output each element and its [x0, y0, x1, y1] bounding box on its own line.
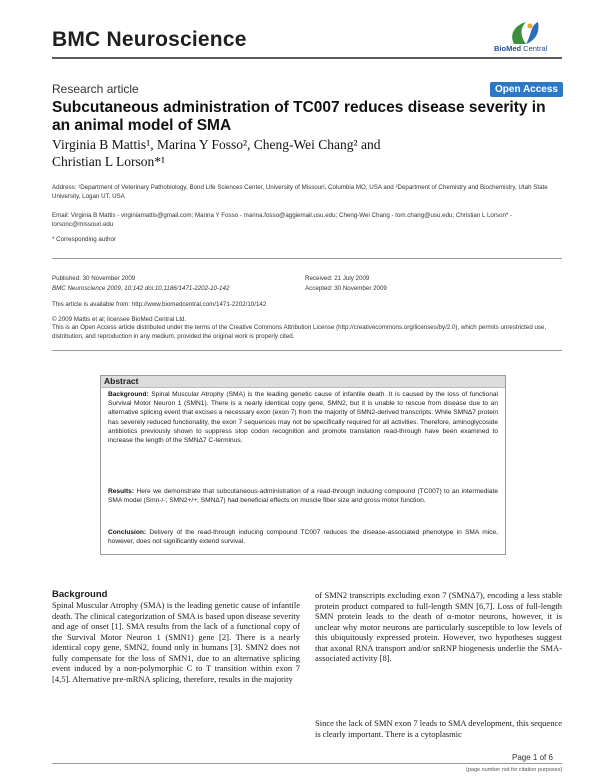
publisher-logo-text — [494, 44, 547, 53]
logo-bio: BioMed — [494, 44, 522, 53]
logo-central: Central — [521, 44, 548, 53]
published-date: Published: 30 November 2009 — [52, 275, 136, 282]
abstract-conclusion — [108, 528, 498, 546]
body-right-column-continued: Since the lack of SMN exon 7 leads to SMA development, this sequence is clearly important. There is a cytoplasmic — [315, 718, 562, 739]
article-type: Research article — [52, 82, 139, 96]
authors-line-1: Virginia B Mattis¹, Marina Y Fosso², Cheng-Wei Chang² and — [52, 137, 381, 152]
abstract-conclusion-text: Delivery of the read-through inducing compound TC007 reduces the disease-associated phenotype in SMA mice, however, does not significantly extend survival. — [108, 529, 498, 546]
abstract-heading: Abstract — [101, 376, 505, 388]
article-title: Subcutaneous administration of TC007 reduces disease severity in an animal model of SMA — [52, 99, 546, 134]
license-text: This is an Open Access article distributed under the terms of the Creative Commons Attribution License (http://creativecommons.org/licenses/by/2.0), which permits unrestricted use, distribution, and reproduction in any medium, provided the original work is properly cited. — [52, 324, 547, 340]
abstract-results-text: Here we demonstrate that subcutaneous-administration of a read-through inducing compound (TC007) to an intermediate SMA model (Smn-/-; SMN2+/+; SMNΔ7) had beneficial effects on muscle fiber size and gross motor function. — [108, 488, 498, 505]
abstract-results — [108, 487, 498, 505]
article-url[interactable]: This article is available from: http://www.biomedcentral.com/1471-2202/10/142 — [52, 301, 267, 308]
open-access-badge: Open Access — [490, 82, 563, 97]
abstract-results-label: Results: — [108, 488, 135, 495]
author-emails: Email: Virginia B Mattis - virginiamattis@gmail.com; Marina Y Fosso - marina.fosso@aggiemail.usu.edu; Cheng-Wei Chang - tom.chang@usu.edu; Christian L Lorson* - lorsonc@missouri.edu — [52, 212, 513, 228]
citation: BMC Neuroscience 2009, 10:142 doi:10.1186/1471-2202-10-142 — [52, 285, 230, 292]
abstract-background-text: Spinal Muscular Atrophy (SMA) is the leading genetic cause of infantile death. It is caused by the loss of functional Survival Motor Neuron 1 (SMN1). There is a nearly identical copy gene, SMN2, but it is unable to rescue from disease due to an alternative splicing event that excises a necessary exon (exon 7) from the majority of SMN2-derived transcripts. While SMNΔ7 protein has severely reduced functionality, the exon 7 sequences may not be specifically required for all activities. Therefore, aminoglycoside antibiotics previously shown to suppress stop codon recognition and promote translation read-through have been examined to increase the length of the SMNΔ7 C-terminus. — [108, 391, 498, 445]
page-number-note: (page number not for citation purposes) — [466, 767, 563, 773]
journal-title: BMC Neuroscience — [52, 28, 247, 51]
abstract-background-label: Background: — [108, 391, 149, 398]
meta-rule-bottom — [52, 350, 562, 351]
authors-line-2: Christian L Lorson*¹ — [52, 154, 166, 169]
accepted-date: Accepted: 30 November 2009 — [305, 285, 387, 292]
corresponding-author-note: * Corresponding author — [52, 236, 116, 243]
copyright: © 2009 Mattis et al; licensee BioMed Central Ltd. — [52, 316, 187, 323]
background-heading: Background — [52, 589, 108, 600]
header-rule — [52, 57, 562, 59]
received-date: Received: 21 July 2009 — [305, 275, 370, 282]
abstract-conclusion-label: Conclusion: — [108, 529, 147, 536]
body-right-column: of SMN2 transcripts excluding exon 7 (SMNΔ7), encoding a less stable protein product compared to full-length SMN [6,7]. Loss of full-length SMN protein leads to the death of α-motor neurons, however, it is unclear why motor neurons are particularly susceptible to low levels of this ubiquitously expressed protein. However, two hypotheses suggest that axonal RNA transport and/or snRNP biogenesis underlie the SMA-associated activity [8]. — [315, 590, 562, 664]
meta-rule-top — [52, 258, 562, 259]
author-addresses: Address: ¹Department of Veterinary Pathobiology, Bond Life Sciences Center, University of Missouri, Columbia MO, USA and ²Department of Chemistry and Biochemistry, Utah State University, Logan UT, USA — [52, 184, 548, 200]
abstract-background — [108, 390, 498, 445]
footer-rule — [52, 763, 562, 764]
page-number: Page 1 of 6 — [512, 753, 553, 762]
author-list — [52, 136, 562, 170]
body-left-column: Spinal Muscular Atrophy (SMA) is the leading genetic cause of infantile death. The clinical categorization of SMA is based upon disease severity and age of onset [1]. SMA results from the lack of a functional copy of the Survival Motor Neuron 1 (SMN1) gene [2]. There is a nearly identical copy gene, SMN2, found only in humans [3]. SMN2 does not fully compensate for the loss of SMN1, due to an alternative splicing event induced by a non-polymorphic C to T transition within exon 7 [4,5]. Alternative pre-mRNA splicing, therefore, results in the majority — [52, 600, 300, 684]
